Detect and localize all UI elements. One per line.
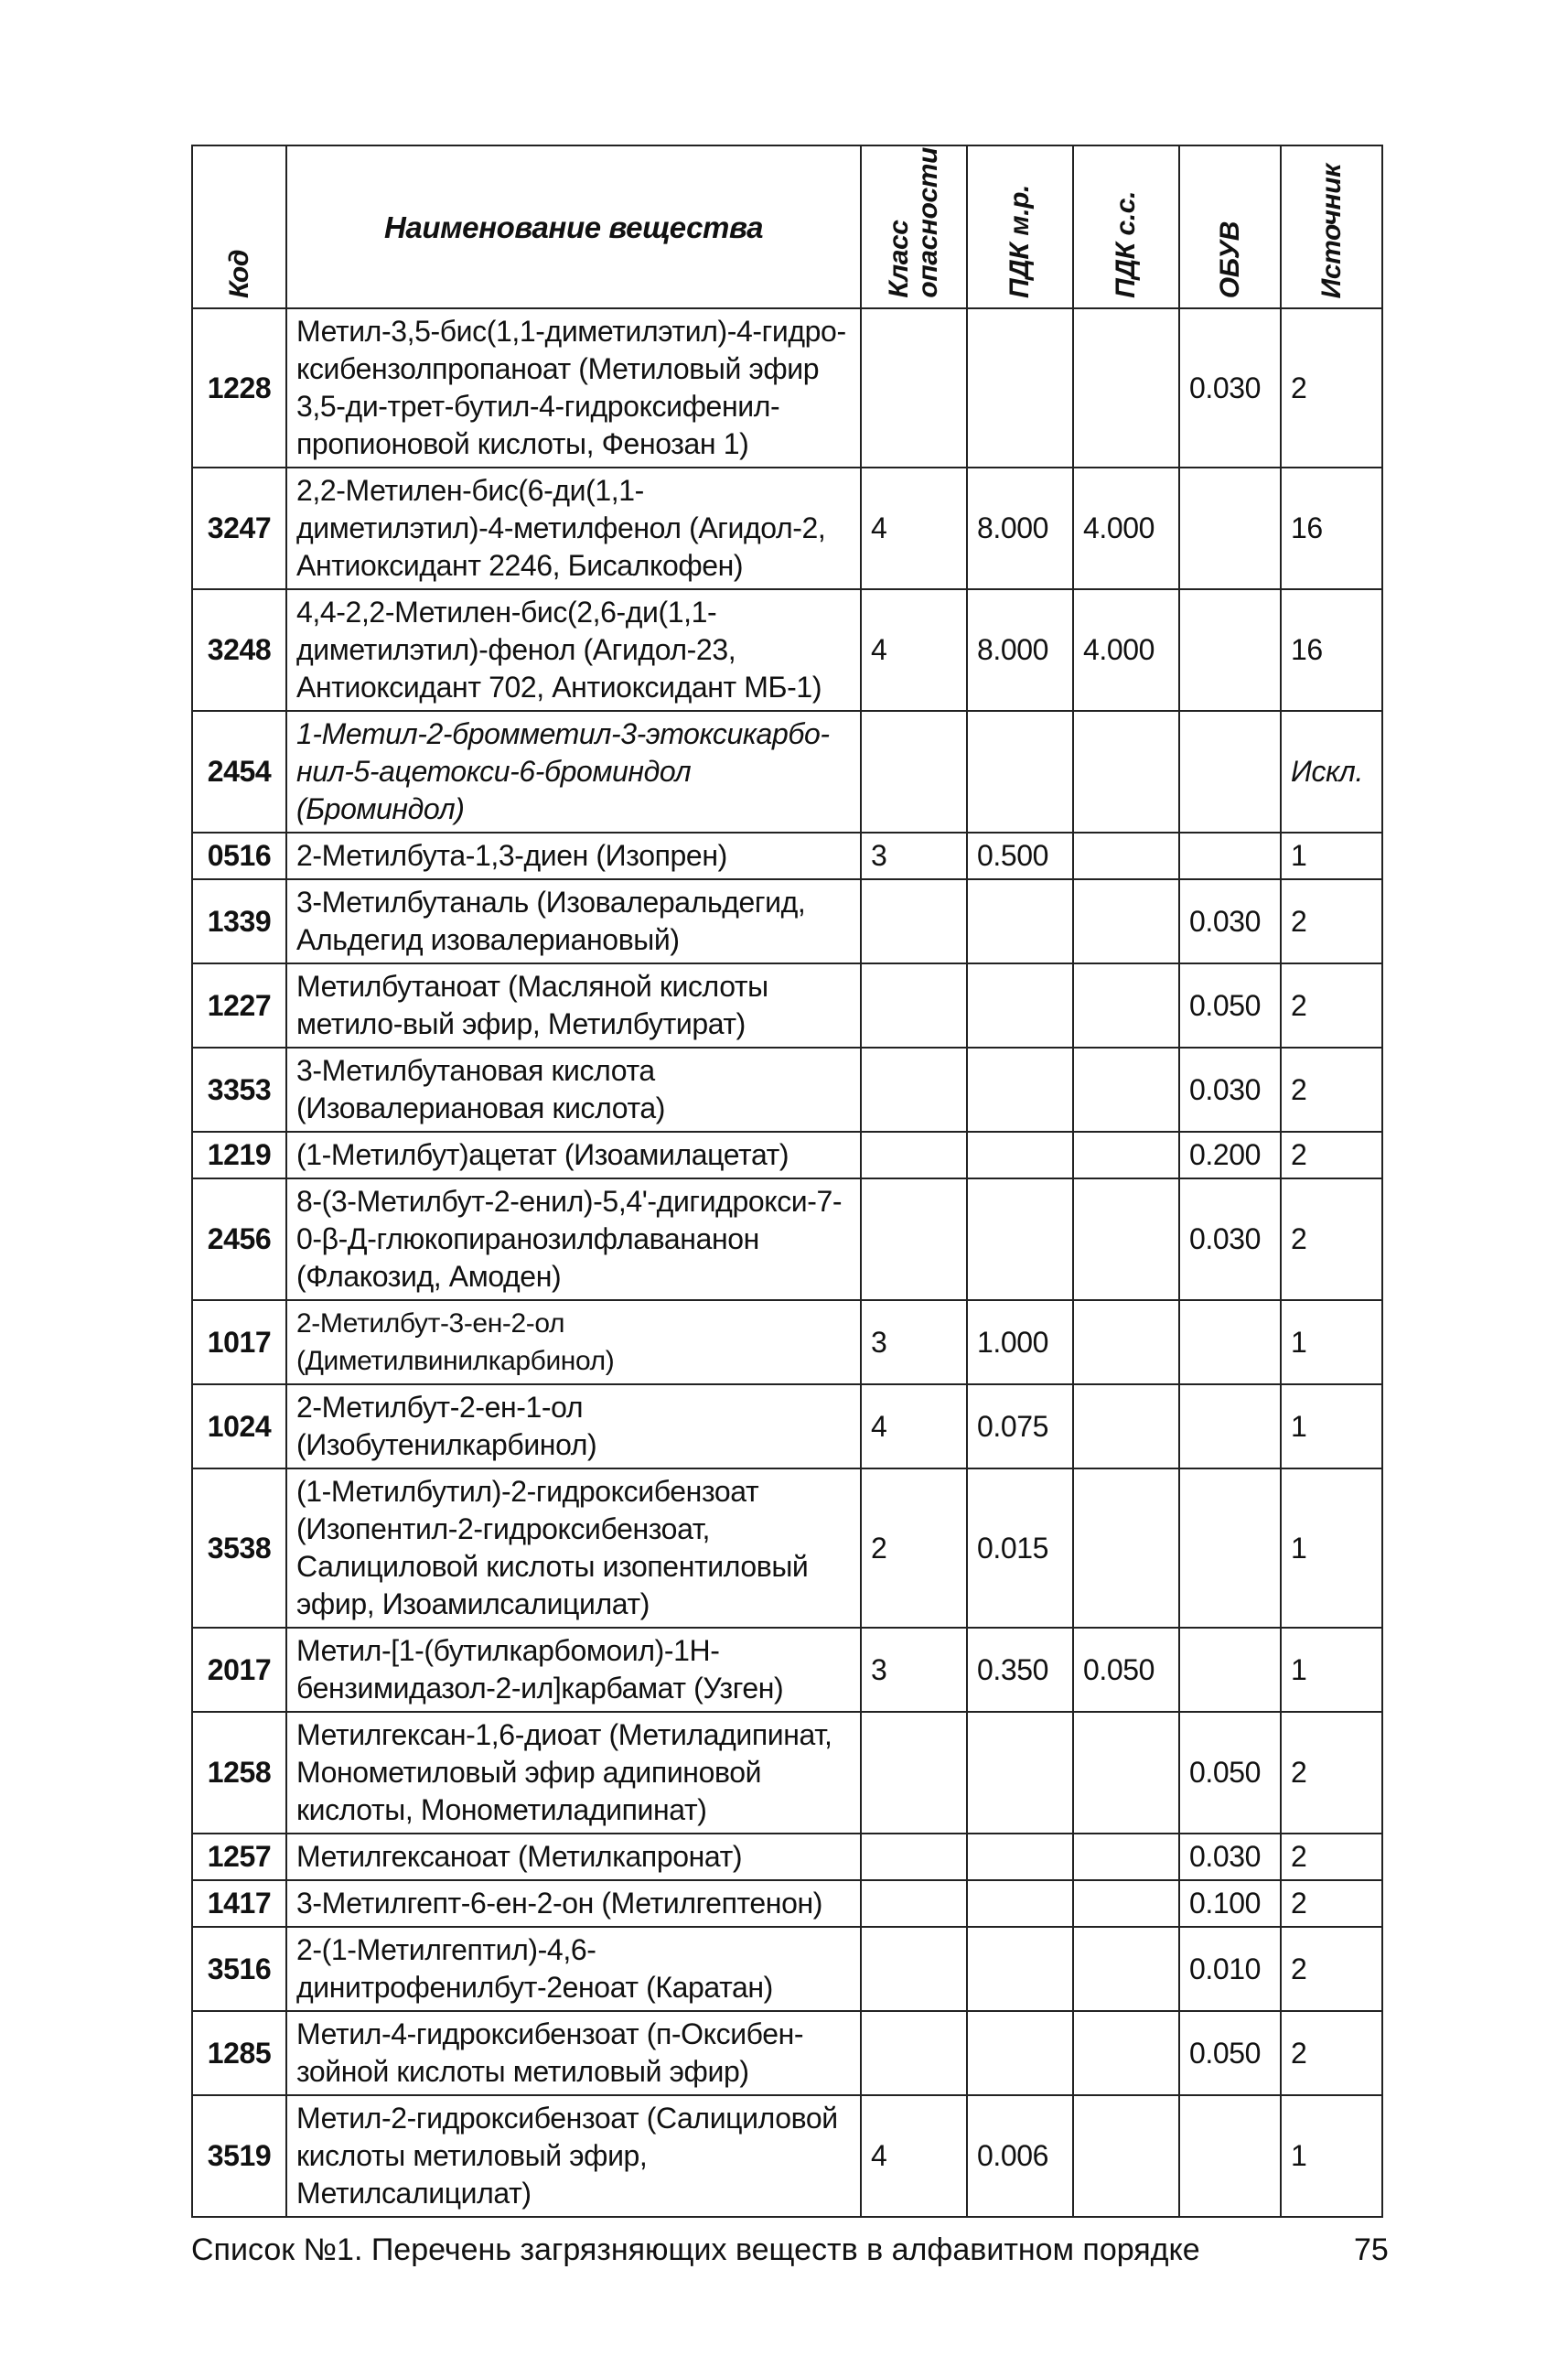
table-row [192,1300,1382,1384]
row-pdk-ss [1073,1834,1179,1880]
row-pdk-mr [967,1712,1073,1834]
table-row [192,1712,1382,1834]
row-name: (1-Метилбут)ацетат (Изоамилацетат) [286,1132,861,1178]
row-source: 2 [1281,1132,1382,1178]
table-row [192,1178,1382,1300]
row-name: Метил-2-гидроксибензоат (Салициловой кислоты метиловый эфир, Метилсалицилат) [286,2095,861,2217]
header-obuv: ОБУВ [1179,145,1281,308]
row-pdk-mr [967,1927,1073,2011]
row-pdk-mr: 0.075 [967,1384,1073,1468]
row-code: 1024 [192,1384,286,1468]
table-row [192,2095,1382,2217]
row-hazard-class [861,2011,967,2095]
row-obuv: 0.200 [1179,1132,1281,1178]
row-source: 2 [1281,1712,1382,1834]
row-obuv: 0.030 [1179,1048,1281,1132]
row-hazard-class [861,711,967,833]
row-hazard-class [861,1834,967,1880]
substances-table [191,145,1383,2218]
row-hazard-class: 3 [861,833,967,879]
header-code: Код [192,145,286,308]
row-source: 1 [1281,833,1382,879]
table-row [192,1048,1382,1132]
row-pdk-ss [1073,1927,1179,2011]
row-source: 2 [1281,1178,1382,1300]
row-pdk-ss [1073,1384,1179,1468]
row-name: Метил-[1-(бутилкарбомоил)-1Н-бензимидазол-2-ил]карбамат (Узген) [286,1628,861,1712]
row-name: (1-Метилбутил)-2-гидроксибензоат (Изопентил-2-гидроксибензоат, Салициловой кислоты изопентиловый эфир, Изоамилсалицилат) [286,1468,861,1628]
row-obuv [1179,1628,1281,1712]
row-pdk-mr: 0.015 [967,1468,1073,1628]
table-row [192,589,1382,711]
row-hazard-class: 4 [861,468,967,589]
row-source: 2 [1281,1880,1382,1927]
header-hazard-class: Класс опасности [861,145,967,308]
row-code: 2456 [192,1178,286,1300]
row-obuv [1179,833,1281,879]
row-hazard-class [861,1132,967,1178]
table-row [192,963,1382,1048]
row-hazard-class [861,1927,967,2011]
row-obuv: 0.030 [1179,308,1281,468]
row-code: 3519 [192,2095,286,2217]
row-source: 1 [1281,1628,1382,1712]
row-obuv [1179,711,1281,833]
row-hazard-class: 4 [861,2095,967,2217]
row-source: 1 [1281,1468,1382,1628]
row-name: 2-Метилбута-1,3-диен (Изопрен) [286,833,861,879]
row-pdk-mr: 8.000 [967,589,1073,711]
row-name: 2-Метилбут-2-ен-1-ол (Изобутенилкарбинол) [286,1384,861,1468]
row-obuv [1179,589,1281,711]
row-code: 1339 [192,879,286,963]
row-pdk-ss [1073,1468,1179,1628]
row-hazard-class: 3 [861,1628,967,1712]
row-source: 2 [1281,1048,1382,1132]
row-pdk-ss [1073,1880,1179,1927]
row-obuv: 0.030 [1179,1178,1281,1300]
row-code: 1417 [192,1880,286,1927]
row-pdk-mr [967,2011,1073,2095]
row-pdk-mr [967,308,1073,468]
row-pdk-mr [967,1132,1073,1178]
row-code: 3353 [192,1048,286,1132]
row-code: 3538 [192,1468,286,1628]
row-name: 4,4-2,2-Метилен-бис(2,6-ди(1,1-диметилэтил)-фенол (Агидол-23, Антиоксидант 702, Антиоксидант МБ-1) [286,589,861,711]
row-hazard-class [861,308,967,468]
row-obuv: 0.050 [1179,1712,1281,1834]
table-row [192,2011,1382,2095]
row-obuv: 0.050 [1179,963,1281,1048]
row-source: 2 [1281,879,1382,963]
row-hazard-class: 2 [861,1468,967,1628]
table-row [192,1628,1382,1712]
row-code: 1257 [192,1834,286,1880]
row-pdk-mr [967,1834,1073,1880]
row-obuv: 0.030 [1179,1834,1281,1880]
row-code: 1258 [192,1712,286,1834]
row-pdk-mr: 8.000 [967,468,1073,589]
row-source: 16 [1281,468,1382,589]
row-obuv [1179,1300,1281,1384]
row-name: 2-Метилбут-3-ен-2-ол (Диметилвинилкарбинол) [286,1300,861,1384]
row-pdk-ss: 0.050 [1073,1628,1179,1712]
row-hazard-class [861,1880,967,1927]
row-pdk-ss [1073,711,1179,833]
table-row [192,468,1382,589]
row-hazard-class: 4 [861,589,967,711]
row-pdk-mr: 0.500 [967,833,1073,879]
row-name: 8-(3-Метилбут-2-енил)-5,4'-дигидрокси-7-0-β-Д-глюкопиранозилфлавананон (Флакозид, Амоден) [286,1178,861,1300]
row-name: 3-Метилбутаналь (Изовалеральдегид, Альдегид изовалериановый) [286,879,861,963]
row-obuv [1179,1468,1281,1628]
table-row [192,833,1382,879]
header-source: Источник [1281,145,1382,308]
row-name: Метилбутаноат (Масляной кислоты метило-вый эфир, Метилбутират) [286,963,861,1048]
row-name: 2-(1-Метилгептил)-4,6-динитрофенилбут-2еноат (Каратан) [286,1927,861,2011]
row-hazard-class [861,963,967,1048]
row-pdk-mr [967,963,1073,1048]
row-source: 2 [1281,2011,1382,2095]
row-obuv: 0.050 [1179,2011,1281,2095]
table-body [192,308,1382,2217]
row-obuv [1179,468,1281,589]
row-code: 3248 [192,589,286,711]
row-obuv [1179,2095,1281,2217]
row-pdk-mr [967,1048,1073,1132]
row-obuv: 0.030 [1179,879,1281,963]
row-pdk-mr: 1.000 [967,1300,1073,1384]
row-code: 0516 [192,833,286,879]
header-name: Наименование вещества [286,145,861,308]
row-pdk-ss [1073,1300,1179,1384]
row-pdk-mr: 0.006 [967,2095,1073,2217]
row-source: 1 [1281,1384,1382,1468]
row-name: 2,2-Метилен-бис(6-ди(1,1-диметилэтил)-4-метилфенол (Агидол-2, Антиоксидант 2246, Бисалкофен) [286,468,861,589]
row-obuv: 0.100 [1179,1880,1281,1927]
row-pdk-ss [1073,1048,1179,1132]
row-pdk-mr [967,1178,1073,1300]
row-pdk-ss [1073,833,1179,879]
table-row [192,1834,1382,1880]
row-pdk-ss [1073,1132,1179,1178]
row-obuv: 0.010 [1179,1927,1281,2011]
row-pdk-ss [1073,1712,1179,1834]
row-code: 2017 [192,1628,286,1712]
row-pdk-ss [1073,2095,1179,2217]
row-name: Метил-3,5-бис(1,1-диметилэтил)-4-гидро-ксибензолпропаноат (Метиловый эфир 3,5-ди-трет-бутил-4-гидроксифенил-пропионовой кислоты, Фенозан 1) [286,308,861,468]
row-source: 1 [1281,1300,1382,1384]
row-pdk-ss: 4.000 [1073,589,1179,711]
table-row [192,1384,1382,1468]
table-row [192,1880,1382,1927]
row-code: 3247 [192,468,286,589]
row-code: 2454 [192,711,286,833]
row-name: Метилгексаноат (Метилкапронат) [286,1834,861,1880]
row-hazard-class [861,1712,967,1834]
row-pdk-ss [1073,1178,1179,1300]
row-hazard-class: 4 [861,1384,967,1468]
header-pdk-mr: ПДК м.р. [967,145,1073,308]
table-row [192,879,1382,963]
row-hazard-class: 3 [861,1300,967,1384]
row-pdk-mr [967,879,1073,963]
row-pdk-mr [967,711,1073,833]
row-code: 3516 [192,1927,286,2011]
row-code: 1285 [192,2011,286,2095]
page-number: 75 [1354,2232,1389,2267]
row-code: 1227 [192,963,286,1048]
table-row [192,1927,1382,2011]
row-hazard-class [861,879,967,963]
row-source: 2 [1281,1927,1382,2011]
row-name: 3-Метилгепт-6-ен-2-он (Метилгептенон) [286,1880,861,1927]
page-footer-title: Список №1. Перечень загрязняющих веществ в алфавитном порядке [191,2232,1200,2267]
row-source: 1 [1281,2095,1382,2217]
table-row [192,711,1382,833]
row-code: 1219 [192,1132,286,1178]
row-hazard-class [861,1048,967,1132]
row-code: 1228 [192,308,286,468]
row-pdk-ss [1073,308,1179,468]
table-row [192,308,1382,468]
header-pdk-ss: ПДК с.с. [1073,145,1179,308]
row-pdk-mr: 0.350 [967,1628,1073,1712]
row-source: 2 [1281,963,1382,1048]
row-pdk-ss: 4.000 [1073,468,1179,589]
row-source: 2 [1281,1834,1382,1880]
table-row [192,1468,1382,1628]
row-source: Искл. [1281,711,1382,833]
row-name: Метил-4-гидроксибензоат (п-Оксибен-зойной кислоты метиловый эфир) [286,2011,861,2095]
row-pdk-ss [1073,2011,1179,2095]
row-pdk-mr [967,1880,1073,1927]
table-row [192,1132,1382,1178]
row-name: 1-Метил-2-бромметил-3-этоксикарбо-нил-5-ацетокси-6-броминдол (Броминдол) [286,711,861,833]
row-source: 16 [1281,589,1382,711]
row-name: 3-Метилбутановая кислота (Изовалериановая кислота) [286,1048,861,1132]
row-pdk-ss [1073,963,1179,1048]
row-hazard-class [861,1178,967,1300]
row-source: 2 [1281,308,1382,468]
row-code: 1017 [192,1300,286,1384]
row-pdk-ss [1073,879,1179,963]
row-name: Метилгексан-1,6-диоат (Метиладипинат, Монометиловый эфир адипиновой кислоты, Монометиладипинат) [286,1712,861,1834]
table-header-row [192,145,1382,308]
row-obuv [1179,1384,1281,1468]
